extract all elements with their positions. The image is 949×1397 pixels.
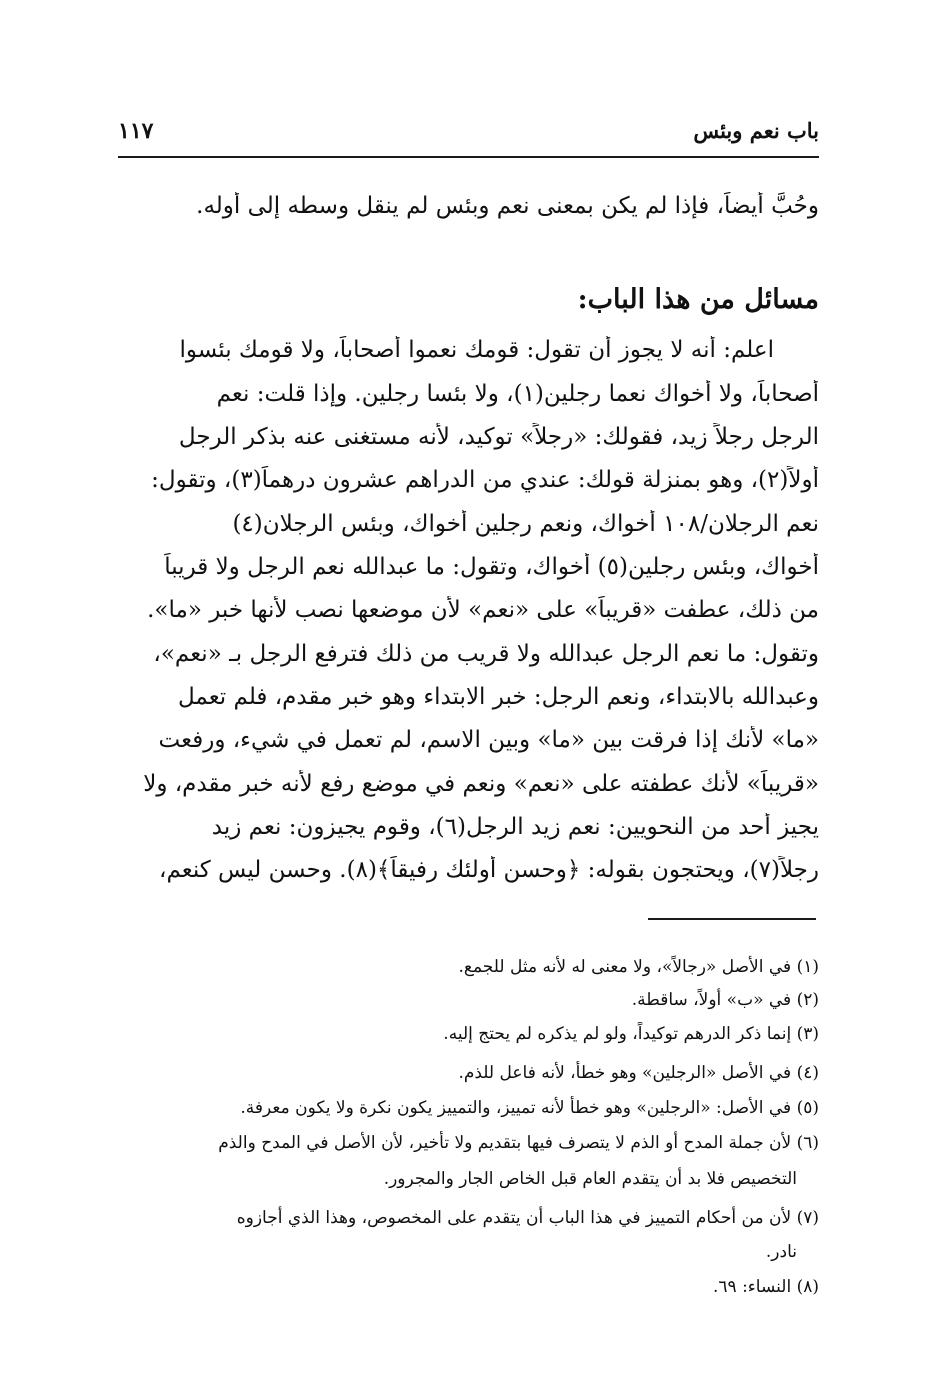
footnote-6: (٦) لأن جملة المدح أو الذم لا يتصرف فيها بتقديم ولا تأخير، لأن الأصل في المدح والذم [218,1133,819,1153]
footnote-8: (٨) النساء: ٦٩. [713,1277,819,1297]
section-heading: مسائل من هذا الباب: [577,284,819,315]
body-line: يجيز أحد من النحويين: نعم زيد الرجل(٦)، وقوم يجيزون: نعم زيد [211,814,819,840]
body-line: رجلاً(٧)، ويحتجون بقوله: ﴿وحسن أولئك رفيقاً﴾(٨). وحسن ليس كنعم، [159,857,819,883]
footnote-separator [648,918,816,920]
footnote-7-continued: نادر. [765,1242,797,1262]
body-line: أولاً(٢)، وهو بمنزلة قولك: عندي من الدراهم عشرون درهماً(٣)، وتقول: [151,467,819,493]
body-line: الرجل رجلاً زيد، فقولك: «رجلاً» توكيد، لأنه مستغنى عنه بذكر الرجل [178,424,819,450]
footnote-3: (٣) إنما ذكر الدرهم توكيداً، ولو لم يذكره لم يحتج إليه. [443,1024,819,1044]
chapter-title: باب نعم وبئس [693,118,819,143]
footnote-4: (٤) في الأصل «الرجلين» وهو خطأ، لأنه فاعل للذم. [458,1063,819,1083]
footnote-2: (٢) في «ب» أولاً، ساقطة. [631,990,819,1010]
footnote-1: (١) في الأصل «رجالاً»، ولا معنى له لأنه مثل للجمع. [458,957,819,977]
footnote-6-continued: التخصيص فلا بد أن يتقدم العام قبل الخاص الجار والمجرور. [383,1169,797,1189]
body-line: أصحاباً، ولا أخواك نعما رجلين(١)، ولا بئسا رجلين. وإذا قلت: نعم [216,381,819,407]
footnote-7: (٧) لأن من أحكام التمييز في هذا الباب أن يتقدم على المخصوص، وهذا الذي أجازوه [236,1208,819,1228]
body-line: نعم الرجلان/١٠٨ أخواك، ونعم رجلين أخواك، وبئس الرجلان(٤) [232,511,819,537]
body-line: «ما» لأنك إذا فرقت بين «ما» وبين الاسم، لم تعمل في شيء، ورفعت [158,727,819,753]
body-line: أخواك، وبئس رجلين(٥) أخواك، وتقول: ما عبدالله نعم الرجل ولا قريباً [164,554,819,580]
page-header [118,112,819,158]
body-line: «قريباً» لأنك عطفته على «نعم» ونعم في موضع رفع لأنه خبر مقدم، ولا [143,771,819,797]
body-line: من ذلك، عطفت «قريباً» على «نعم» لأن موضعها نصب لأنها خبر «ما». [147,597,819,623]
body-line: اعلم: أنه لا يجوز أن تقول: قومك نعموا أصحاباً، ولا قومك بئسوا [179,337,774,363]
body-line: وعبدالله بالابتداء، ونعم الرجل: خبر الابتداء وهو خبر مقدم، فلم تعمل [177,684,819,710]
opening-line: وحُبَّ أيضاً، فإذا لم يكن بمعنى نعم وبئس لم ينقل وسطه إلى أوله. [196,193,819,219]
footnote-5: (٥) في الأصل: «الرجلين» وهو خطأ لأنه تمييز، والتمييز يكون نكرة ولا يكون معرفة. [240,1098,819,1118]
body-line: وتقول: ما نعم الرجل عبدالله ولا قريب من ذلك فترفع الرجل بـ «نعم»، [153,641,819,667]
page-number: ١١٧ [118,118,154,144]
